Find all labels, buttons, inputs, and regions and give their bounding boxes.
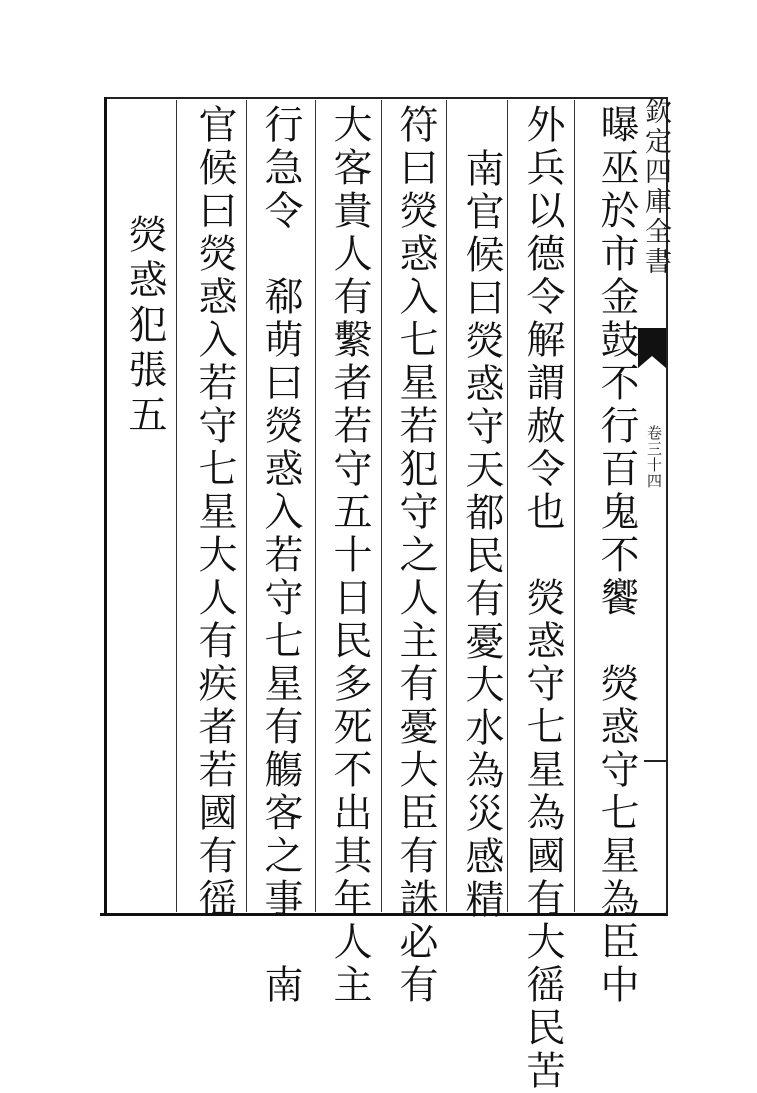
column-rule bbox=[507, 100, 508, 912]
frame-top-border bbox=[106, 97, 666, 99]
column-rule bbox=[574, 100, 575, 912]
column-rule bbox=[315, 100, 316, 912]
text-column-3: 南官候曰熒惑守天都民有憂大水為災感精 bbox=[459, 148, 504, 922]
column-rule bbox=[446, 100, 447, 912]
fishtail-mark-icon bbox=[638, 328, 666, 368]
column-rule bbox=[176, 100, 177, 912]
column-rule bbox=[381, 100, 382, 912]
fold-bottom-rule bbox=[644, 760, 666, 762]
margin-book-title: 欽定四庫全書 bbox=[640, 97, 671, 277]
text-column-6: 行急令 郗萌曰熒惑入若守七星有觴客之事 南 bbox=[258, 104, 303, 1007]
text-column-7: 官候曰熒惑入若守七星大人有疾者若國有徭 bbox=[192, 104, 237, 921]
frame-bottom-border bbox=[100, 913, 668, 916]
text-column-1: 曝巫於市金鼓不行百鬼不饗 熒惑守七星為臣中 bbox=[594, 104, 639, 1007]
text-column-2: 外兵以德令解謂赦令也 熒惑守七星為國有大徭民苦 bbox=[520, 104, 565, 1093]
frame-left-border bbox=[104, 97, 107, 915]
text-column-5: 大客貴人有繫者若守五十日民多死不出其年人主 bbox=[327, 104, 372, 1007]
section-heading: 熒惑犯張五 bbox=[122, 214, 167, 439]
column-rule bbox=[246, 100, 247, 912]
margin-volume-number: 卷三十四 bbox=[645, 425, 663, 489]
text-column-4: 符曰熒惑入七星若犯守之人主有憂大臣有誅必有 bbox=[393, 104, 438, 1007]
